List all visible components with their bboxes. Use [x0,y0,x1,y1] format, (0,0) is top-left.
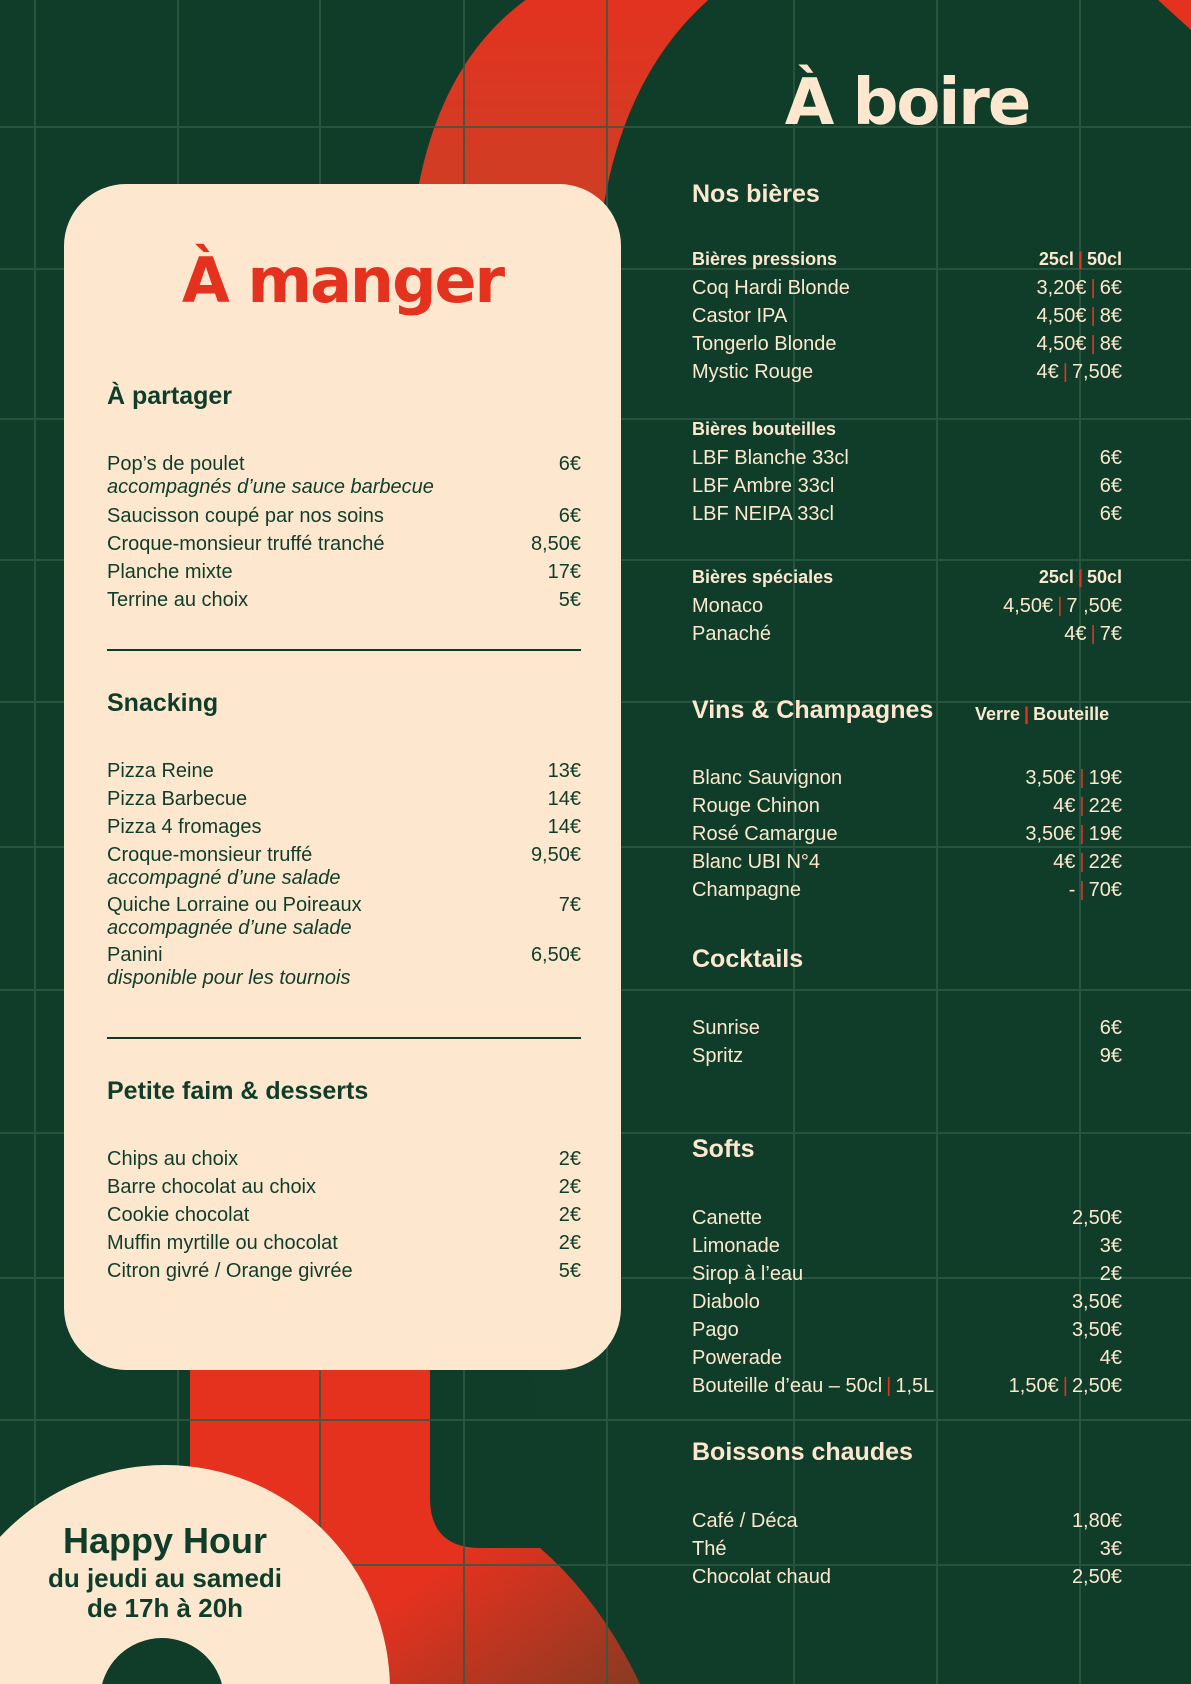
drink-name: LBF Ambre 33cl [692,475,835,497]
drink-name: Sunrise [692,1017,760,1039]
drink-row [692,1318,1122,1342]
item-name: Croque-monsieur truffé [107,844,313,866]
drink-price-a: 4,50€ [1036,305,1087,327]
drink-price-b: 7 ,50€ [1066,595,1122,617]
dark-pillar [430,1370,532,1548]
drink-price-b: 19€ [1088,767,1122,789]
item-note: accompagné d’une salade [107,867,341,889]
drink-name: Rosé Camargue [692,823,838,845]
drink-price-a: 3,20€ [1036,277,1087,299]
menu-item [107,452,581,498]
drink-name: Tongerlo Blonde [692,333,837,355]
drink-row [692,622,1122,646]
corner-accent [1158,0,1191,30]
drink-price-a: 4€ [1053,795,1076,817]
drink-price: 3€ [1099,1538,1122,1560]
section-title-hot-drinks: Boissons chaudes [692,1438,913,1466]
menu-item [107,759,581,783]
menu-item [107,843,581,889]
drink-name: LBF NEIPA 33cl [692,503,834,525]
drink-name: Blanc Sauvignon [692,767,843,789]
separator: | [1062,361,1068,383]
drink-row [692,1234,1122,1258]
drink-price: 6€ [1099,475,1122,497]
menu-item [107,532,581,556]
drink-row [692,360,1122,384]
menu-item [107,943,581,989]
drink-price-a: 4€ [1036,361,1059,383]
item-name: Panini [107,944,163,966]
special-beer-header [692,567,1122,588]
item-price: 2€ [558,1204,581,1226]
drink-row [692,502,1122,526]
item-name: Quiche Lorraine ou Poireaux [107,894,362,916]
drink-row [692,594,1122,618]
drink-price-b: 8€ [1099,305,1122,327]
drink-name: Bouteille d’eau – 50cl [692,1375,883,1397]
drink-name: LBF Blanche 33cl [692,447,849,469]
item-price: 2€ [558,1232,581,1254]
item-price: 17€ [547,561,581,583]
drink-name: Canette [692,1207,763,1229]
happy-hour-schedule [0,1563,330,1623]
drink-price: 4€ [1099,1347,1122,1369]
drink-price-a: 3,50€ [1025,823,1076,845]
drink-name: Mystic Rouge [692,361,814,383]
item-price: 7€ [558,894,581,916]
happy-hour-days: du jeudi au samedi [47,1563,283,1593]
drink-price-a: 4,50€ [1036,333,1087,355]
item-name: Muffin myrtille ou chocolat [107,1232,338,1254]
drink-row [692,1290,1122,1314]
menu-item [107,1147,581,1171]
item-note: accompagnée d’une salade [107,917,352,939]
drink-row [692,1346,1122,1370]
drink-name: Rouge Chinon [692,795,820,817]
section-title-beers: Nos bières [692,180,820,208]
drink-name: Champagne [692,879,801,901]
section-divider [107,1037,581,1039]
drink-row [692,1044,1122,1068]
drink-price: 3,50€ [1071,1291,1122,1313]
separator: | [1090,305,1096,327]
item-price: 14€ [547,788,581,810]
drink-row [692,850,1122,874]
drink-price-b: 7€ [1099,623,1122,645]
item-note: accompagnés d’une sauce barbecue [107,476,434,498]
separator: | [1079,767,1085,789]
drink-name: Powerade [692,1347,783,1369]
menu-item [107,1259,581,1283]
drink-row [692,1537,1122,1561]
item-price: 6€ [558,453,581,475]
happy-hour-time: de 17h à 20h [86,1593,244,1623]
drink-row [692,304,1122,328]
item-name: Saucisson coupé par nos soins [107,505,384,527]
item-price: 14€ [547,816,581,838]
drink-name: Coq Hardi Blonde [692,277,850,299]
drink-price: 3€ [1099,1235,1122,1257]
drink-price: 2€ [1099,1263,1122,1285]
item-name: Cookie chocolat [107,1204,250,1226]
menu-item [107,1231,581,1255]
section-title-softs: Softs [692,1135,755,1163]
drink-row [692,1565,1122,1589]
drink-price-a: 4€ [1064,623,1087,645]
draft-label: Bières pressions [692,249,838,269]
drink-name: Panaché [692,623,771,645]
size-b-label: 50cl [1086,567,1122,587]
drink-name: Chocolat chaud [692,1566,831,1588]
item-name: Citron givré / Orange givrée [107,1260,353,1282]
separator: | [1077,567,1083,587]
size-a-label: 25cl [1038,567,1074,587]
drink-price-b: 6€ [1099,277,1122,299]
item-name: Pizza 4 fromages [107,816,262,838]
item-price: 6€ [558,505,581,527]
menu-item [107,893,581,939]
specials-label: Bières spéciales [692,567,834,587]
drink-row [692,1206,1122,1230]
section-title-desserts: Petite faim & desserts [107,1077,369,1105]
item-name: Pop’s de poulet [107,453,245,475]
food-title: À manger [181,244,504,317]
drink-name: Sirop à l’eau [692,1263,804,1285]
drink-price-b: 8€ [1099,333,1122,355]
separator: | [1024,704,1030,724]
item-price: 8,50€ [530,533,581,555]
size-b-label: 50cl [1086,249,1122,269]
drink-name: Spritz [692,1045,744,1067]
drink-price-b: 70€ [1088,879,1122,901]
item-price: 2€ [558,1148,581,1170]
item-price: 13€ [547,760,581,782]
drink-row [692,474,1122,498]
drink-price-b: 19€ [1088,823,1122,845]
separator: | [1090,333,1096,355]
item-name: Terrine au choix [107,589,249,611]
separator: | [1079,795,1085,817]
size-a-label: 25cl [1038,249,1074,269]
menu-item [107,504,581,528]
drink-price: 1,80€ [1071,1510,1122,1532]
drink-row [692,446,1122,470]
drink-name: Limonade [692,1235,780,1257]
separator: | [1090,623,1096,645]
item-price: 9,50€ [530,844,581,866]
drink-name: Blanc UBI N°4 [692,851,821,873]
drink-price-a: 4,50€ [1003,595,1054,617]
drink-name: Pago [692,1319,739,1341]
drink-row [692,822,1122,846]
drink-size-b: 1,5L [895,1375,935,1397]
drink-name: Monaco [692,595,764,617]
separator: | [1077,249,1083,269]
drink-row [692,332,1122,356]
bottle-label: Bouteille [1033,704,1110,724]
drink-row [692,1262,1122,1286]
item-name: Chips au choix [107,1148,239,1170]
item-price: 2€ [558,1176,581,1198]
menu-item [107,815,581,839]
drink-row [692,766,1122,790]
section-divider [107,649,581,651]
menu-item [107,588,581,612]
drink-price-b: 22€ [1088,795,1122,817]
drink-price: 2,50€ [1071,1566,1122,1588]
menu-item [107,560,581,584]
drink-row [692,1374,1122,1398]
menu-item [107,1175,581,1199]
item-price: 5€ [558,589,581,611]
drink-price-a: 1,50€ [1008,1375,1059,1397]
drink-price: 6€ [1099,447,1122,469]
separator: | [1062,1375,1068,1397]
drink-price: 6€ [1099,1017,1122,1039]
drink-row [692,878,1122,902]
happy-hour-title: Happy Hour [62,1520,267,1561]
drink-name: Diabolo [692,1291,760,1313]
separator: | [1057,595,1063,617]
drink-price-a: 3,50€ [1025,767,1076,789]
drink-name: Thé [692,1538,727,1560]
bottles-label: Bières bouteilles [692,419,837,439]
item-name: Pizza Reine [107,760,214,782]
drink-price: 2,50€ [1071,1207,1122,1229]
bottle-beer-header [692,419,1122,440]
item-name: Planche mixte [107,561,233,583]
section-title-wines: Vins & Champagnes [692,696,934,724]
glass-label: Verre [975,704,1021,724]
menu-item [107,787,581,811]
separator: | [1079,879,1085,901]
drink-price-b: 7,50€ [1071,361,1122,383]
drink-price-a: - [1068,879,1076,901]
drink-row [692,794,1122,818]
drinks-title: À boire [784,66,1030,140]
menu-item [107,1203,581,1227]
separator: | [886,1375,892,1397]
item-price: 6,50€ [530,944,581,966]
wine-column-header [975,704,1109,725]
section-title-partager: À partager [107,382,233,410]
item-name: Pizza Barbecue [107,788,248,810]
drink-price: 3,50€ [1071,1319,1122,1341]
section-title-snacking: Snacking [107,689,219,717]
separator: | [1079,851,1085,873]
drink-price-b: 2,50€ [1071,1375,1122,1397]
item-price: 5€ [558,1260,581,1282]
item-name: Croque-monsieur truffé tranché [107,533,385,555]
separator: | [1090,277,1096,299]
item-note: disponible pour les tournois [107,967,351,989]
drink-row [692,276,1122,300]
drink-price: 9€ [1099,1045,1122,1067]
drink-price: 6€ [1099,503,1122,525]
item-name: Barre chocolat au choix [107,1176,317,1198]
drink-price-a: 4€ [1053,851,1076,873]
drink-row [692,1016,1122,1040]
separator: | [1079,823,1085,845]
food-card [64,184,621,1370]
draft-beer-header [692,249,1122,270]
drink-name: Café / Déca [692,1510,798,1532]
drink-price-b: 22€ [1088,851,1122,873]
section-title-cocktails: Cocktails [692,945,804,973]
drink-name: Castor IPA [692,305,788,327]
drink-row [692,1509,1122,1533]
